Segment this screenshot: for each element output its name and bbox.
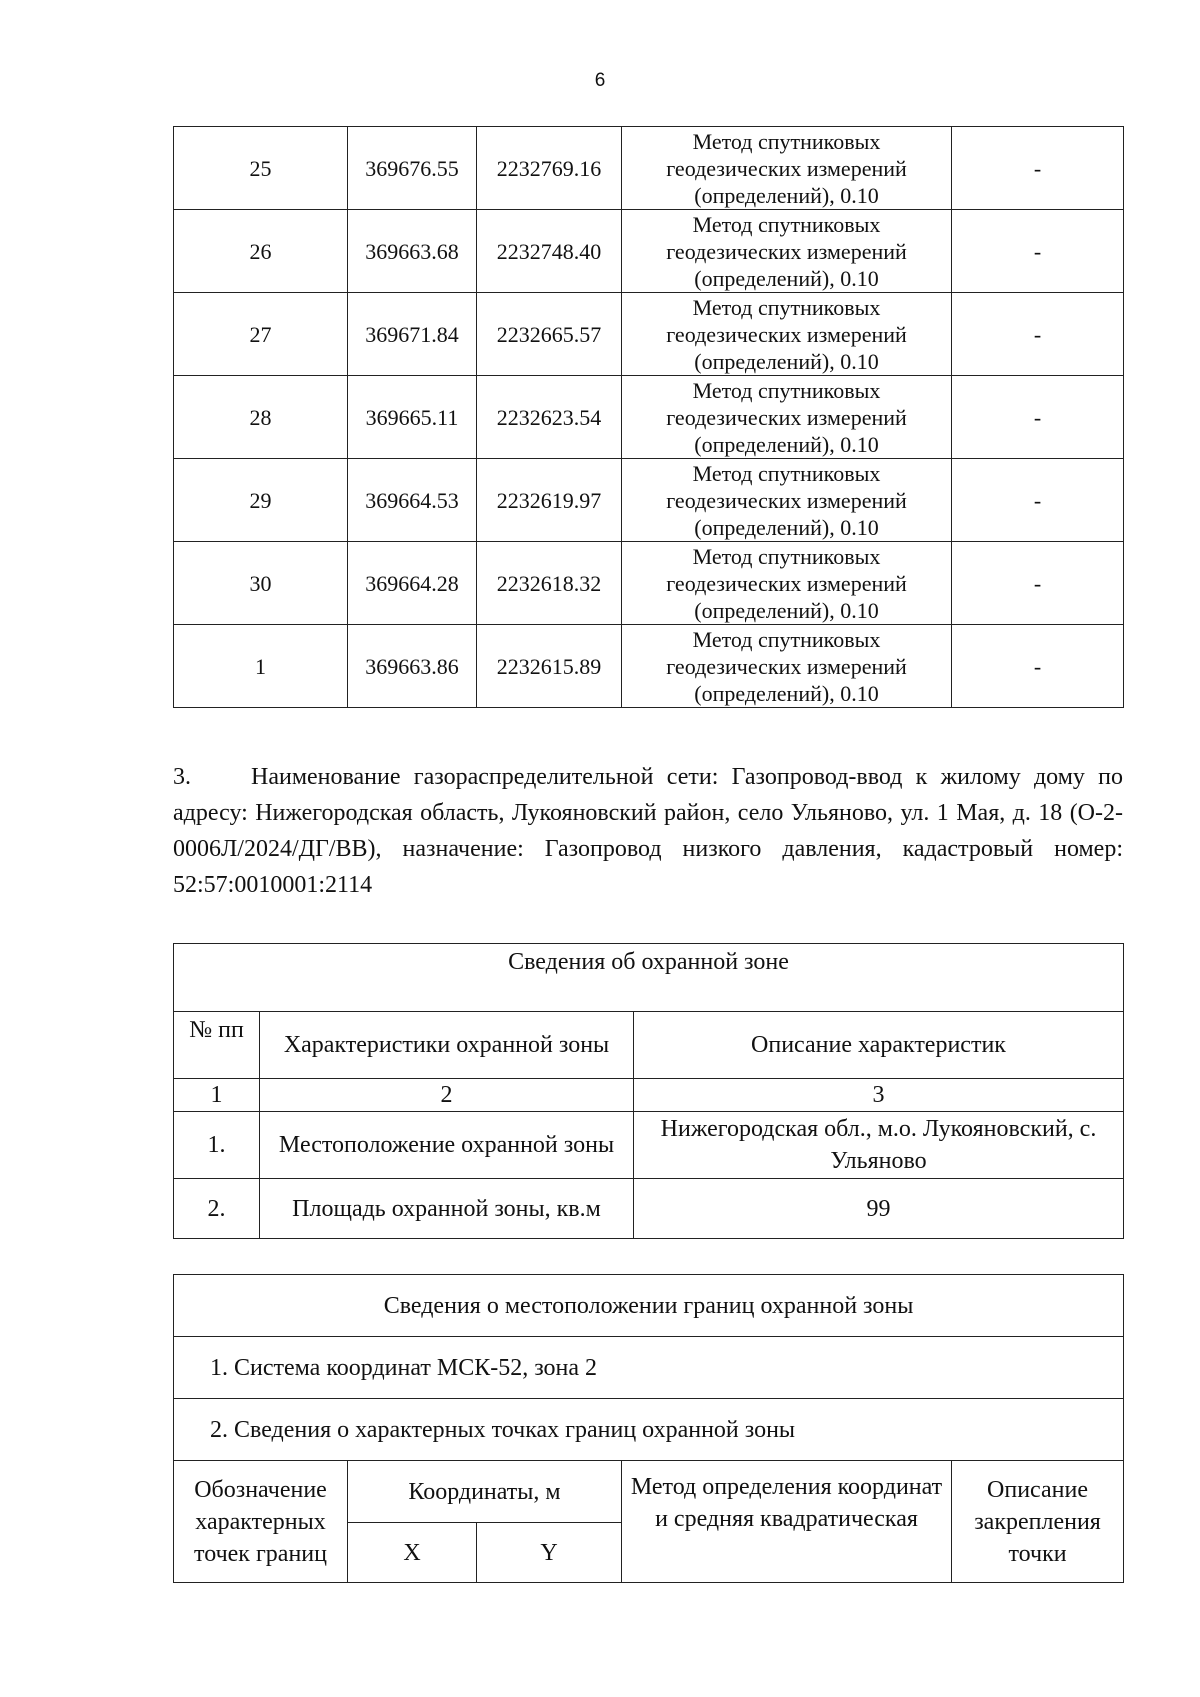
method-line: Метод спутниковых [692,460,881,486]
header-x: X [348,1523,477,1583]
method-line: геодезических измерений [666,155,907,181]
method-line: геодезических измерений [666,653,907,679]
x-cell: 369671.84 [348,293,477,376]
header-designation: Обозначение характерных точек границ [174,1461,348,1583]
point-cell: 26 [174,210,348,293]
method-line: Метод спутниковых [692,211,881,237]
fix-cell: - [952,127,1124,210]
header-fix: Описание закрепления точки [952,1461,1124,1583]
row-num: 2. [174,1179,260,1239]
fix-cell: - [952,459,1124,542]
bounds-table [173,1274,1124,1583]
table-row [174,459,1124,542]
point-cell: 27 [174,293,348,376]
header-method: Метод определения координат и средняя квадратическая [622,1461,952,1583]
header-characteristics: Характеристики охранной зоны [260,1012,634,1079]
method-line: геодезических измерений [666,321,907,347]
method-cell [622,293,952,376]
point-cell: 1 [174,625,348,708]
table-row [174,210,1124,293]
y-cell: 2232615.89 [477,625,622,708]
row-name: Площадь охранной зоны, кв.м [260,1179,634,1239]
table-row [174,625,1124,708]
y-cell: 2232665.57 [477,293,622,376]
method-line: (определений), 0.10 [694,265,879,291]
method-line: (определений), 0.10 [694,597,879,623]
x-cell: 369676.55 [348,127,477,210]
method-line: геодезических измерений [666,487,907,513]
page-number: 6 [594,70,606,91]
col-number-1: 1 [174,1079,260,1112]
y-cell: 2232769.16 [477,127,622,210]
method-line: (определений), 0.10 [694,348,879,374]
header-y: Y [477,1523,622,1583]
point-cell: 25 [174,127,348,210]
table-row [174,1112,1124,1179]
header-description: Описание характеристик [634,1012,1124,1079]
coordinates-table [173,126,1124,708]
zone-info-title: Сведения об охранной зоне [174,944,1124,1012]
method-line: Метод спутниковых [692,626,881,652]
bounds-title: Сведения о местоположении границ охранной зоны [174,1275,1124,1337]
y-cell: 2232619.97 [477,459,622,542]
method-line: (определений), 0.10 [694,431,879,457]
point-cell: 29 [174,459,348,542]
method-line: геодезических измерений [666,238,907,264]
row-value: Нижегородская обл., м.о. Лукояновский, с. Ульяново [634,1112,1124,1179]
row-num: 1. [174,1112,260,1179]
method-line: (определений), 0.10 [694,680,879,706]
method-line: (определений), 0.10 [694,514,879,540]
method-line: Метод спутниковых [692,377,881,403]
points-title: 2. Сведения о характерных точках границ охранной зоны [174,1399,1124,1461]
method-cell [622,376,952,459]
row-value: 99 [634,1179,1124,1239]
method-cell [622,625,952,708]
method-line: геодезических измерений [666,404,907,430]
col-number-3: 3 [634,1079,1124,1112]
col-number-2: 2 [260,1079,634,1112]
method-line: геодезических измерений [666,570,907,596]
section-number: 3. [173,764,191,790]
x-cell: 369665.11 [348,376,477,459]
section-3-paragraph [173,759,1123,903]
method-line: Метод спутниковых [692,543,881,569]
x-cell: 369663.86 [348,625,477,708]
fix-cell: - [952,542,1124,625]
point-cell: 30 [174,542,348,625]
table-row [174,542,1124,625]
x-cell: 369664.28 [348,542,477,625]
method-cell [622,459,952,542]
y-cell: 2232623.54 [477,376,622,459]
point-cell: 28 [174,376,348,459]
x-cell: 369664.53 [348,459,477,542]
method-line: Метод спутниковых [692,294,881,320]
method-cell [622,127,952,210]
fix-cell: - [952,625,1124,708]
section-text: Наименование газораспределительной сети: Газопровод-ввод к жилому дому по адресу: Нижегородская область, Лукояновский район, село Ульяново, ул. 1 Мая, д. 18 (О-2-0006Л/2024/ДГ/ВВ), назначение: Газопровод низкого давления, кадастровый номер: 52:57:0010001:2114 [173,764,1123,898]
y-cell: 2232748.40 [477,210,622,293]
zone-info-table [173,943,1124,1239]
header-num: № пп [174,1012,260,1079]
table-row [174,127,1124,210]
fix-cell: - [952,210,1124,293]
method-line: Метод спутниковых [692,128,881,154]
row-name: Местоположение охранной зоны [260,1112,634,1179]
fix-cell: - [952,376,1124,459]
y-cell: 2232618.32 [477,542,622,625]
fix-cell: - [952,293,1124,376]
coordinate-system: 1. Система координат МСК-52, зона 2 [174,1337,1124,1399]
method-cell [622,542,952,625]
header-coords: Координаты, м [348,1461,622,1523]
table-row [174,1179,1124,1239]
method-cell [622,210,952,293]
method-line: (определений), 0.10 [694,182,879,208]
table-row [174,376,1124,459]
table-row [174,293,1124,376]
x-cell: 369663.68 [348,210,477,293]
